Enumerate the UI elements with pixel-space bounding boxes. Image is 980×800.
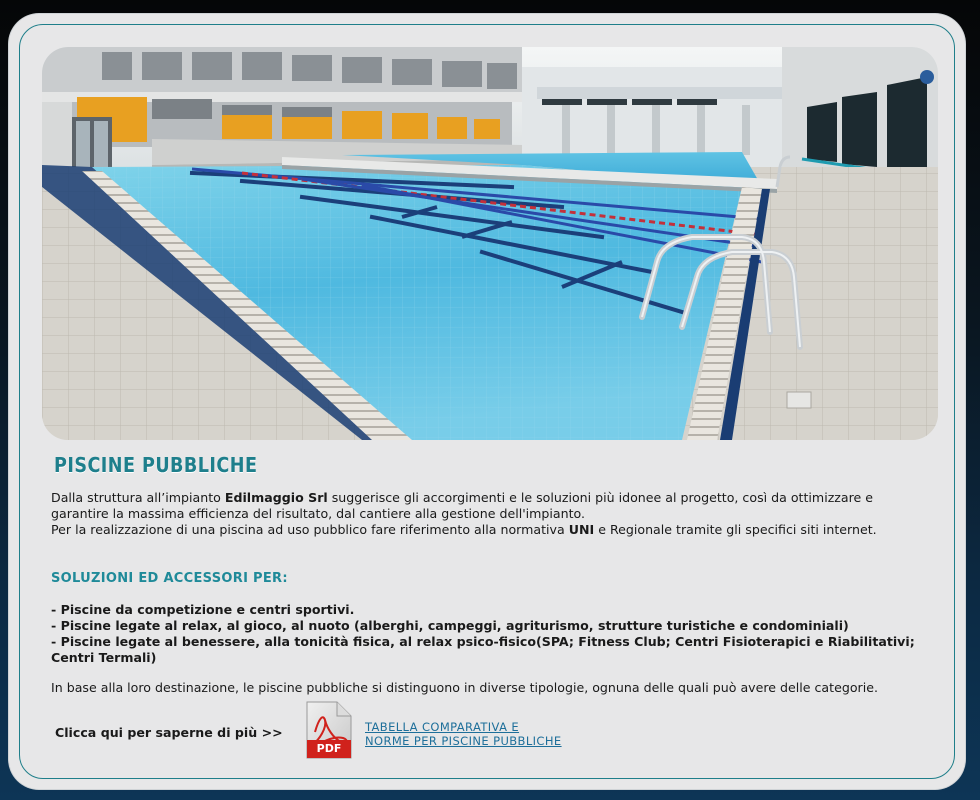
pool-photo [42,47,938,440]
pdf-badge: PDF [316,742,342,755]
uni-label: UNI [568,522,595,537]
link-line-2: NORME PER PISCINE PUBBLICHE [365,734,562,748]
cta-label: Clicca qui per saperne di più >> [55,725,283,740]
closing-paragraph: In base alla loro destinazione, le piscine pubbliche si distinguono in diverse tipologie, ognuna delle quali può avere delle categorie. [51,680,878,695]
intro-paragraph-2: Per la realizzazione di una piscina ad uso pubblico fare riferimento alla normativa UNI e Regionale tramite gli specifici siti internet. [51,522,877,537]
list-item: - Piscine legate al relax, al gioco, al nuoto (alberghi, campeggi, agriturismo, strutture turistiche e condominiali) [51,618,849,633]
brand-name: Edilmaggio Srl [224,490,328,505]
intro-paragraph-1: Dalla struttura all’impianto Edilmaggio Srl suggerisce gli accorgimenti e le soluzioni più idonee al progetto, così da ottimizzare e garantire la massima efficienza del risultato, dal cantiere alla gestione dell'impianto. [51,490,874,521]
solutions-list [51,602,951,666]
solutions-heading: SOLUZIONI ED ACCESSORI PER: [51,571,288,586]
pdf-download-link[interactable] [365,720,562,748]
page-title: PISCINE PUBBLICHE [54,453,258,477]
link-line-1: TABELLA COMPARATIVA E [365,720,520,734]
intro-text [51,490,931,538]
list-item: - Piscine legate al benessere, alla tonicità fisica, al relax psico-fisico(SPA; Fitness Club; Centri Fisioterapici e Riabilitativi; Centri Termali) [51,634,915,665]
pdf-icon[interactable] [305,700,353,760]
list-item: - Piscine da competizione e centri sportivi. [51,602,355,617]
